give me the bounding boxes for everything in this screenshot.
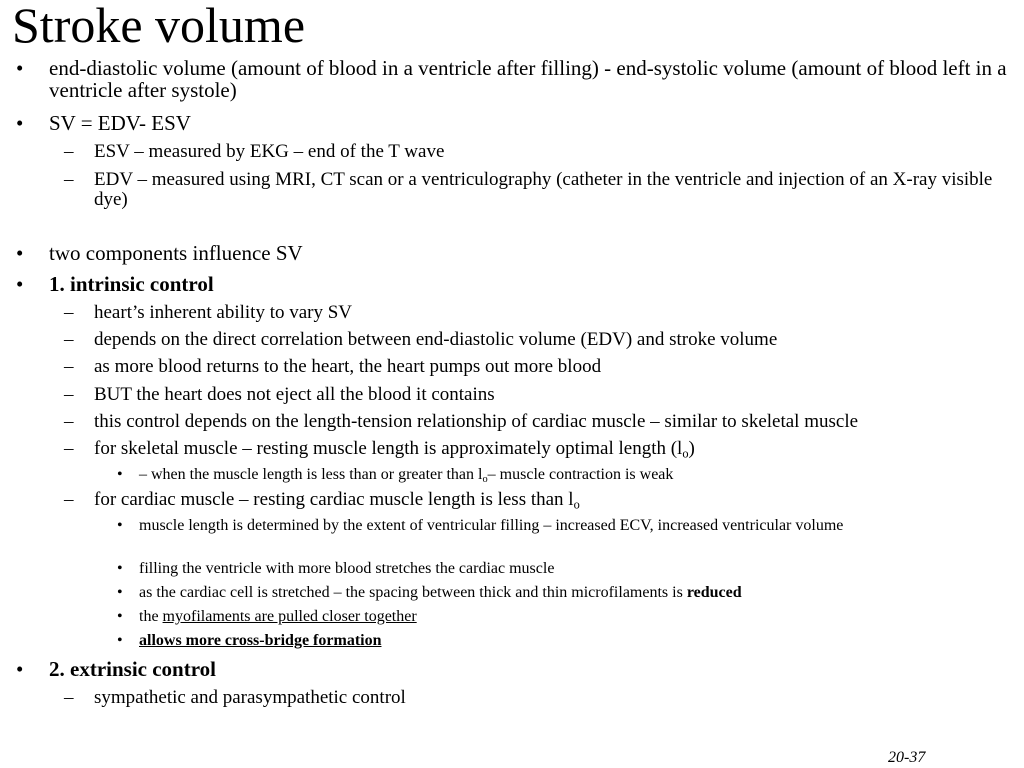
subscript-o: o (682, 446, 689, 461)
subitem-text: as more blood returns to the heart, the heart pumps out more blood (94, 356, 602, 377)
bullet-text: 2. extrinsic control (49, 657, 216, 681)
dash-marker: – (64, 687, 74, 708)
dash-marker: – (64, 489, 74, 510)
dash-marker: – (64, 356, 74, 377)
point-text: allows more cross-bridge formation (139, 632, 382, 649)
subitem-text: ESV – measured by EKG – end of the T wave (94, 141, 445, 162)
dash-marker: – (64, 302, 74, 323)
bullet-marker: • (16, 657, 24, 681)
subitem-text: this control depends on the length-tension relationship of cardiac muscle – similar to skeletal muscle (94, 411, 859, 432)
point-text: as the cardiac cell is stretched – the spacing between thick and thin microfilaments is (139, 584, 687, 601)
point-myofilaments-pulled (117, 608, 417, 626)
point-ventricular-filling (117, 517, 999, 535)
bullet-edv-esv-definition (16, 56, 1009, 103)
page-number: 20-37 (888, 749, 926, 766)
subitem-length-tension (64, 411, 859, 432)
point-text-underlined: myofilaments are pulled closer together (162, 608, 417, 625)
slide-title: Stroke volume (12, 0, 306, 53)
subitem-direct-correlation (64, 329, 778, 350)
bullet-marker: • (16, 56, 24, 80)
subitem-text: sympathetic and parasympathetic control (94, 687, 406, 708)
bullet-marker: • (117, 608, 123, 625)
subscript-o: o (573, 497, 580, 512)
bullet-marker: • (117, 584, 123, 601)
bullet-marker: • (16, 111, 24, 135)
dash-marker: – (64, 329, 74, 350)
bullet-two-components (16, 241, 303, 265)
point-text: – when the muscle length is less than or greater than l (139, 466, 483, 483)
bullet-text: two components influence SV (49, 241, 303, 265)
subitem-skeletal-muscle (64, 438, 695, 461)
subitem-text: depends on the direct correlation between end-diastolic volume (EDV) and stroke volume (94, 329, 778, 350)
bullet-marker: • (117, 560, 123, 577)
subscript-o: o (482, 474, 488, 486)
bullet-marker: • (16, 272, 24, 296)
point-muscle-length-weak (117, 466, 674, 486)
dash-marker: – (64, 384, 74, 405)
subitem-edv-measure (64, 169, 1004, 210)
subitem-text: for skeletal muscle – resting muscle length is approximately optimal length (l (94, 438, 683, 459)
subitem-text: EDV – measured using MRI, CT scan or a ventriculography (catheter in the ventricle and injection of an X-ray visible dye) (94, 169, 993, 210)
dash-marker: – (64, 438, 74, 459)
bullet-text: SV = EDV- ESV (49, 111, 191, 135)
subitem-inherent-ability (64, 302, 353, 323)
bullet-intrinsic-control (16, 272, 214, 296)
bullet-extrinsic-control (16, 657, 216, 681)
subitem-not-all-blood (64, 384, 495, 405)
point-text: filling the ventricle with more blood stretches the cardiac muscle (139, 560, 555, 577)
point-text: the (139, 608, 163, 625)
bullet-sv-formula (16, 111, 191, 135)
point-cross-bridge (117, 632, 382, 650)
bullet-text: 1. intrinsic control (49, 272, 214, 296)
dash-marker: – (64, 411, 74, 432)
point-spacing-reduced (117, 584, 742, 602)
bullet-text: end-diastolic volume (amount of blood in a ventricle after filling) - end-systolic volume (amount of blood left in a ventricle after systole) (49, 56, 1007, 103)
bullet-marker: • (16, 241, 24, 265)
subitem-cardiac-muscle (64, 489, 580, 512)
subitem-sympathetic-control (64, 687, 406, 708)
bullet-marker: • (117, 517, 123, 534)
point-text: muscle length is determined by the extent of ventricular filling – increased ECV, increased ventricular volume (139, 517, 844, 534)
subitem-esv-measure (64, 141, 445, 162)
subitem-text: for cardiac muscle – resting cardiac muscle length is less than l (94, 489, 574, 510)
point-text-bold: reduced (686, 584, 742, 601)
dash-marker: – (64, 141, 74, 162)
point-filling-stretches (117, 560, 555, 578)
subitem-more-blood (64, 356, 602, 377)
bullet-marker: • (117, 466, 123, 483)
point-text-after: – muscle contraction is weak (487, 466, 674, 483)
subitem-suffix: ) (688, 438, 695, 459)
subitem-text: BUT the heart does not eject all the blood it contains (94, 384, 495, 405)
dash-marker: – (64, 169, 74, 190)
bullet-marker: • (117, 632, 123, 649)
subitem-text: heart’s inherent ability to vary SV (94, 302, 353, 323)
